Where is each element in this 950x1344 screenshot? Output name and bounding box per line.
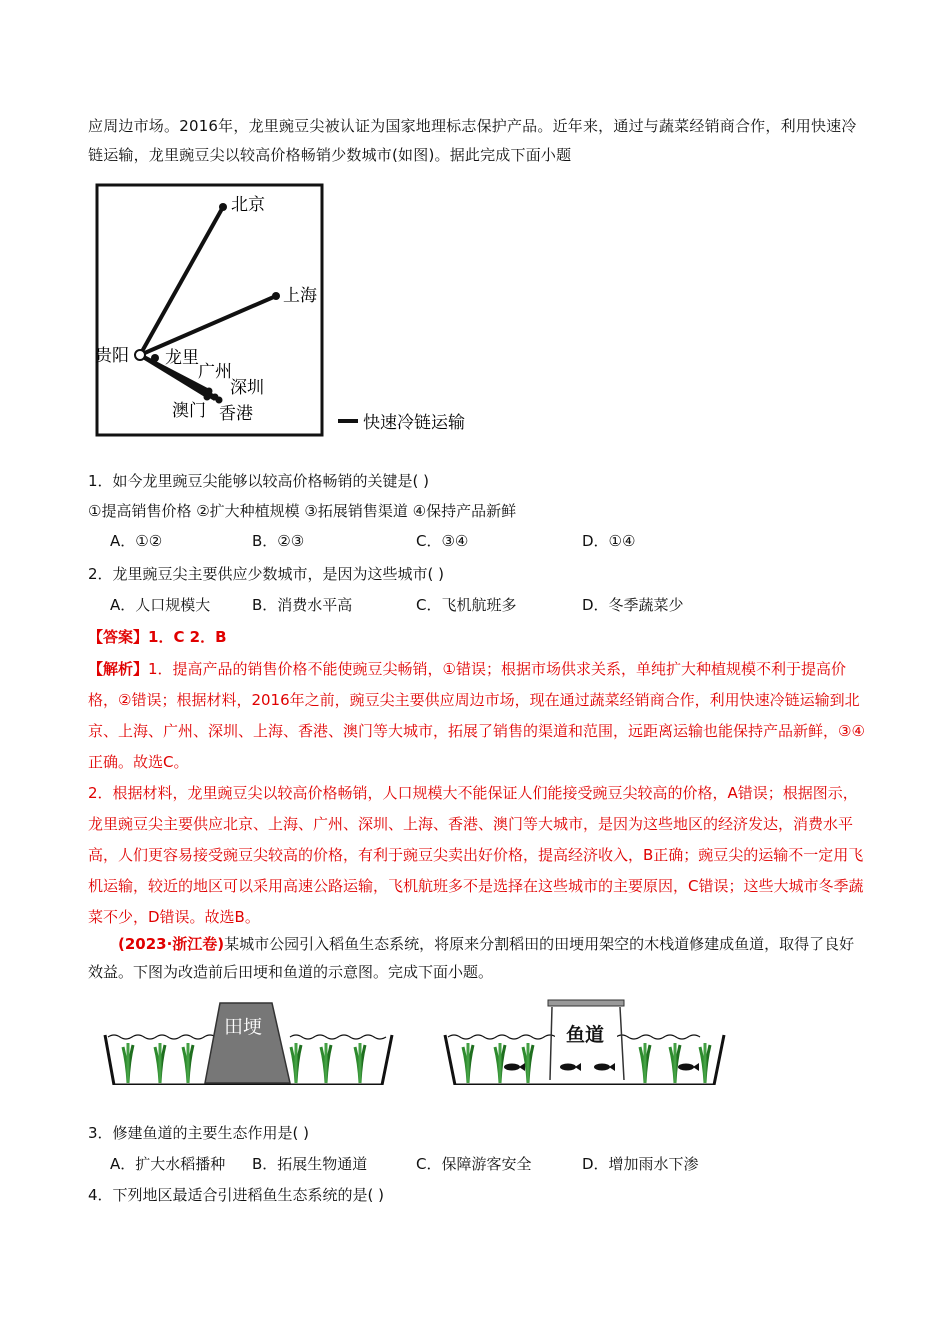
question-3-stem: 3．修建鱼道的主要生态作用是( ) xyxy=(88,1124,310,1142)
intro-paragraph: 应周边市场。2016年，龙里豌豆尖被认证为国家地理标志保护产品。近年来，通过与蔬菜经销商合作，利用快速冷链运输，龙里豌豆尖以较高价格畅销少数城市(如图)。据此完成下面小题 xyxy=(88,117,857,164)
question-2-stem: 2．龙里豌豆尖主要供应少数城市，是因为这些城市( ) xyxy=(88,565,445,583)
city-label-shenzhen: 深圳 xyxy=(230,378,264,398)
q3-option-c: C．保障游客安全 xyxy=(416,1155,532,1173)
q1-option-a: A．①② xyxy=(110,532,163,550)
analysis-text-1: 1．提高产品的销售价格不能使豌豆尖畅销，①错误；根据市场供求关系，单纯扩大种植规模不利于提高价格，②错误；根据材料，2016年之前，豌豆尖主要供应周边市场，现在通过蔬菜经销商合作，利用快速冷链运输到北京、上海、广州、深圳、上海、香港、澳门等大城市，拓展了销售的渠道和范围，远距离运输也能保持产品新鲜，③④正确。故选C。 xyxy=(88,660,865,771)
boardwalk-deck xyxy=(548,1000,624,1006)
city-label-hongkong: 香港 xyxy=(219,404,253,424)
fishway-label: 鱼道 xyxy=(566,1024,605,1046)
city-label-longli: 龙里 xyxy=(165,348,199,368)
answer-label: 【答案】 xyxy=(88,628,149,646)
city-label-shanghai: 上海 xyxy=(283,286,317,306)
city-dot-shanghai xyxy=(272,292,280,300)
city-dot-beijing xyxy=(219,203,227,211)
question-1-items: ①提高销售价格 ②扩大种植规模 ③拓展销售渠道 ④保持产品新鲜 xyxy=(88,502,517,520)
q1-option-c: C．③④ xyxy=(416,532,469,550)
exam-source: (2023·浙江卷) xyxy=(118,935,225,953)
section-2-intro xyxy=(88,930,866,986)
analysis-label: 【解析】 xyxy=(88,660,149,678)
answer-line xyxy=(88,622,866,653)
legend-label: 快速冷链运输 xyxy=(363,413,465,433)
analysis-paragraph-1 xyxy=(88,654,866,778)
q3-option-d: D．增加雨水下渗 xyxy=(582,1155,699,1173)
city-dot-longli xyxy=(151,354,159,362)
q1-option-d: D．①④ xyxy=(582,532,636,550)
question-1-stem: 1．如今龙里豌豆尖能够以较高价格畅销的关键是( ) xyxy=(88,472,430,490)
city-label-guangzhou: 广州 xyxy=(198,362,232,382)
city-dot-hongkong xyxy=(216,397,223,404)
city-dot-guiyang xyxy=(135,350,145,360)
city-label-beijing: 北京 xyxy=(231,195,265,215)
q2-option-d: D．冬季蔬菜少 xyxy=(582,596,684,614)
ridge-label: 田埂 xyxy=(224,1016,263,1038)
q2-option-c: C．飞机航班多 xyxy=(416,596,517,614)
section-2-text: 某城市公园引入稻鱼生态系统，将原来分割稻田的田埂用架空的木栈道修建成鱼道，取得了良好效益。下图为改造前后田埂和鱼道的示意图。完成下面小题。 xyxy=(88,935,855,981)
q3-option-b: B．拓展生物通道 xyxy=(252,1155,368,1173)
paddy-fishway-figure xyxy=(100,995,740,1085)
q3-option-a: A．扩大水稻播种 xyxy=(110,1155,226,1173)
city-dot-guangzhou xyxy=(206,388,213,395)
figure-after xyxy=(445,1000,724,1085)
route-beijing xyxy=(140,207,223,355)
city-label-guiyang: 贵阳 xyxy=(95,346,129,366)
q2-option-b: B．消费水平高 xyxy=(252,596,353,614)
route-shanghai xyxy=(140,296,276,355)
q1-option-b: B．②③ xyxy=(252,532,305,550)
ridge-shape xyxy=(205,1003,290,1083)
answer-text: 1．C 2．B xyxy=(148,628,227,646)
city-label-macao: 澳门 xyxy=(172,401,206,421)
q2-option-a: A．人口规模大 xyxy=(110,596,211,614)
city-dot-macao xyxy=(204,394,211,401)
cold-chain-map xyxy=(95,183,485,443)
figure-before xyxy=(105,1003,392,1085)
question-4-stem: 4．下列地区最适合引进稻鱼生态系统的是( ) xyxy=(88,1186,385,1204)
analysis-paragraph-2: 2．根据材料，龙里豌豆尖以较高价格畅销，人口规模大不能保证人们能接受豌豆尖较高的价格，A错误；根据图示，龙里豌豆尖主要供应北京、上海、广州、深圳、上海、香港、澳门等大城市，是因为这些地区的经济发达，消费水平高，人们更容易接受豌豆尖较高的价格，有利于豌豆尖卖出好价格，提高经济收入，B正确；豌豆尖的运输不一定用飞机运输，较近的地区可以采用高速公路运输，飞机航班多不是选择在这些城市的主要原因，C错误；这些大城市冬季蔬菜不少，D错误。故选B。 xyxy=(88,784,864,926)
